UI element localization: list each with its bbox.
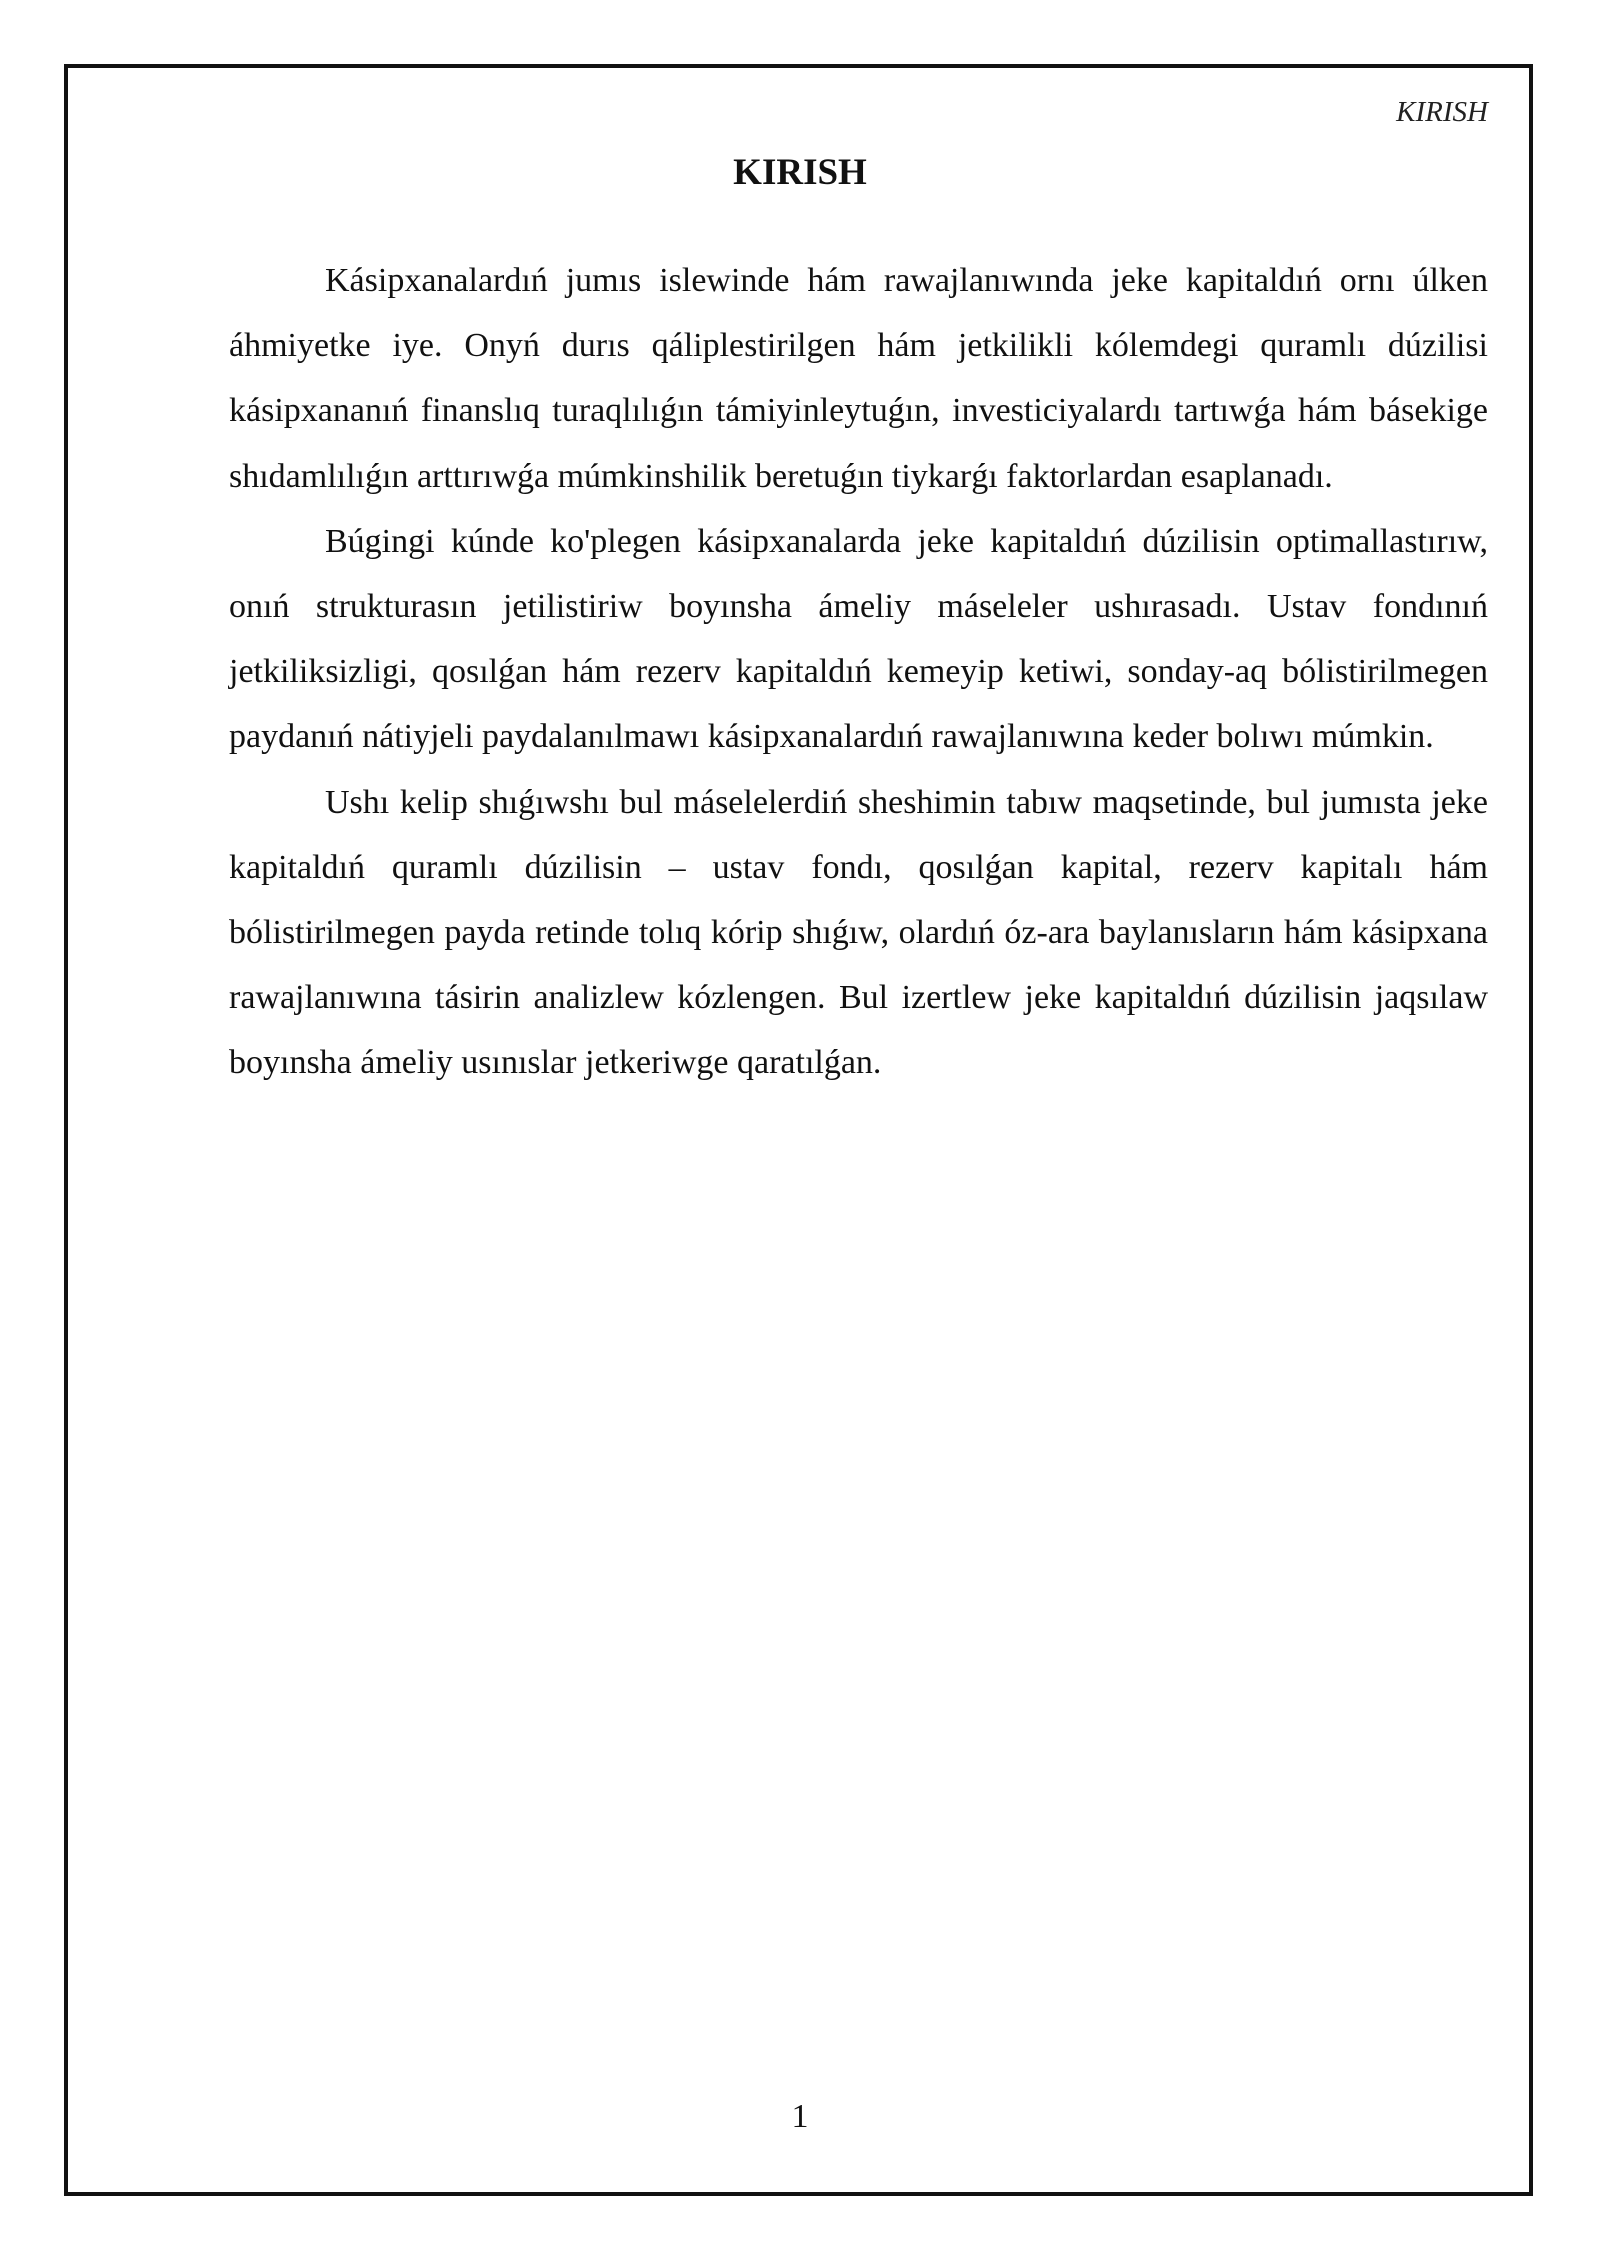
paragraph-3: Ushı kelip shıǵıwshı bul máselelerdiń sheshimin tabıw maqsetinde, bul jumısta jeke kapitaldıń quramlı dúzilisin – ustav fondı, qosılǵan kapital, rezerv kapitalı hám bólistirilmegen payda retinde tolıq kórip shıǵıw, olardıń óz-ara baylanısların hám kásipxana rawajlanıwına tásirin analizlew kózlengen. Bul izertlew jeke kapitaldıń dúzilisin jaqsılaw boyınsha ámeliy usınıslar jetkeriwge qaratılǵan.	[229, 783, 1488, 1082]
page-title: KIRISH	[733, 152, 867, 193]
running-header: KIRISH	[1396, 96, 1488, 128]
body-text	[229, 248, 1488, 1096]
paragraph-1: Kásipxanalardıń jumıs islewinde hám rawajlanıwında jeke kapitaldıń ornı úlken áhmiyetke iye. Onyń durıs qáliplestirilgen hám jetkilikli kólemdegi quramlı dúzilisi kásipxananıń finanslıq turaqlılıǵın támiyinleytuǵın, investiciyalardı tartıwǵa hám básekige shıdamlılıǵın arttırıwǵa múmkinshilik beretuǵın tiykarǵı faktorlardan esaplanadı.	[229, 262, 1488, 495]
paragraph-2: Búgingi kúnde ko'plegen kásipxanalarda jeke kapitaldıń dúzilisin optimallastırıw, onıń strukturasın jetilistiriw boyınsha ámeliy máseleler ushırasadı. Ustav fondınıń jetkiliksizligi, qosılǵan hám rezerv kapitaldıń kemeyip ketiwi, sonday-aq bólistirilmegen paydanıń nátiyjeli paydalanılmawı kásipxanalardıń rawajlanıwına keder bolıwı múmkin.	[229, 522, 1488, 756]
page-number: 1	[791, 2098, 809, 2135]
